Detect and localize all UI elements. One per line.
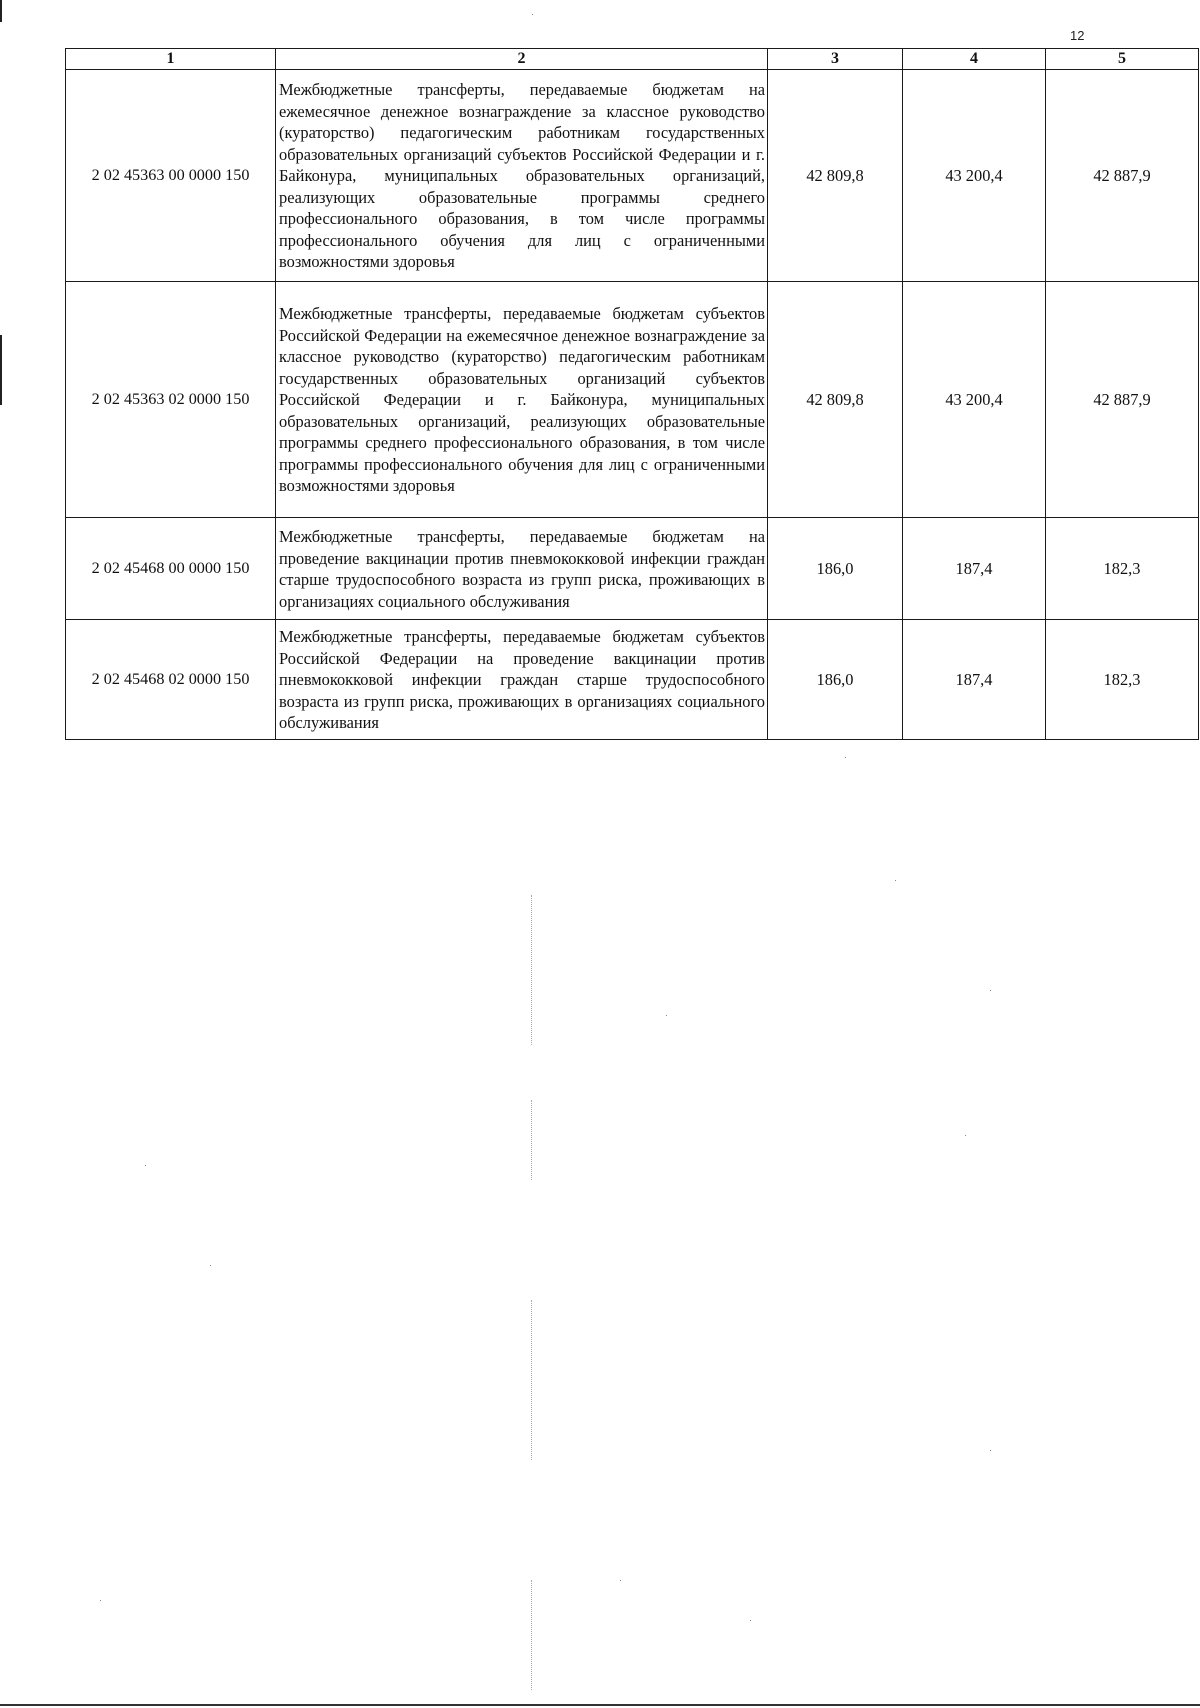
scan-speck	[845, 757, 846, 758]
budget-table	[65, 48, 1199, 740]
row-description	[276, 282, 768, 518]
budget-code: 2 02 45363 00 0000 150	[66, 70, 276, 282]
scan-speck	[145, 1165, 146, 1166]
column-header: 1	[66, 49, 276, 70]
scan-speck	[990, 1450, 991, 1451]
column-header: 2	[276, 49, 768, 70]
row-description	[276, 620, 768, 740]
scan-speck	[895, 880, 896, 881]
row-description	[276, 518, 768, 620]
table-row	[66, 518, 1199, 620]
table-row	[66, 70, 1199, 282]
scan-edge-mark	[0, 0, 2, 22]
amount-col5: 182,3	[1046, 620, 1199, 740]
scan-speck	[990, 990, 991, 991]
amount-col4: 187,4	[903, 518, 1046, 620]
page-number: 12	[1070, 28, 1085, 43]
row-description	[276, 70, 768, 282]
row-description-text: Межбюджетные трансферты, передаваемые бюджетам на ежемесячное денежное вознаграждение за классное руководство (кураторство) педагогическим работникам государственных образовательных организаций субъектов Российской Федерации и г. Байконура, муниципальных образовательных организаций, реализующих образовательные программы среднего профессионального образования, в том числе программы профессионального обучения для лиц с ограниченными возможностями здоровья	[279, 80, 765, 272]
table-row	[66, 620, 1199, 740]
row-description-text: Межбюджетные трансферты, передаваемые бюджетам субъектов Российской Федерации на ежемесячное денежное вознаграждение за классное руководство (кураторство) педагогическим работникам государственных образовательных организаций субъектов Российской Федерации и г. Байконура, муниципальных образовательных организаций, реализующих образовательные программы среднего профессионального образования, в том числе программы профессионального обучения для лиц с ограниченными возможностями здоровья	[279, 304, 765, 496]
amount-col5: 42 887,9	[1046, 70, 1199, 282]
amount-col3: 42 809,8	[768, 70, 903, 282]
scan-fold-line	[531, 1300, 533, 1460]
column-header: 5	[1046, 49, 1199, 70]
amount-col5: 182,3	[1046, 518, 1199, 620]
budget-code: 2 02 45468 00 0000 150	[66, 518, 276, 620]
scan-speck	[210, 1265, 211, 1266]
column-header: 3	[768, 49, 903, 70]
scan-fold-line	[531, 1100, 533, 1180]
amount-col3: 186,0	[768, 620, 903, 740]
scan-fold-line	[531, 1580, 533, 1690]
scan-speck	[965, 1135, 966, 1136]
amount-col3: 42 809,8	[768, 282, 903, 518]
row-description-text: Межбюджетные трансферты, передаваемые бюджетам на проведение вакцинации против пневмококковой инфекции граждан старше трудоспособного возраста из групп риска, проживающих в организациях социального обслуживания	[279, 527, 765, 611]
table-row	[66, 282, 1199, 518]
budget-code: 2 02 45363 02 0000 150	[66, 282, 276, 518]
budget-code: 2 02 45468 02 0000 150	[66, 620, 276, 740]
scan-bottom-edge	[0, 1704, 1200, 1706]
amount-col4: 43 200,4	[903, 282, 1046, 518]
amount-col5: 42 887,9	[1046, 282, 1199, 518]
row-description-text: Межбюджетные трансферты, передаваемые бюджетам субъектов Российской Федерации на проведение вакцинации против пневмококковой инфекции граждан старше трудоспособного возраста из групп риска, проживающих в организациях социального обслуживания	[279, 627, 765, 733]
amount-col4: 43 200,4	[903, 70, 1046, 282]
scan-speck	[750, 1620, 751, 1621]
amount-col3: 186,0	[768, 518, 903, 620]
scan-speck	[532, 14, 533, 15]
amount-col4: 187,4	[903, 620, 1046, 740]
scan-speck	[100, 1600, 101, 1601]
scan-fold-line	[531, 895, 533, 1045]
table-header-row	[66, 49, 1199, 70]
scan-speck	[666, 1015, 667, 1016]
scan-speck	[620, 1580, 621, 1581]
scan-edge-mark	[0, 335, 2, 405]
column-header: 4	[903, 49, 1046, 70]
